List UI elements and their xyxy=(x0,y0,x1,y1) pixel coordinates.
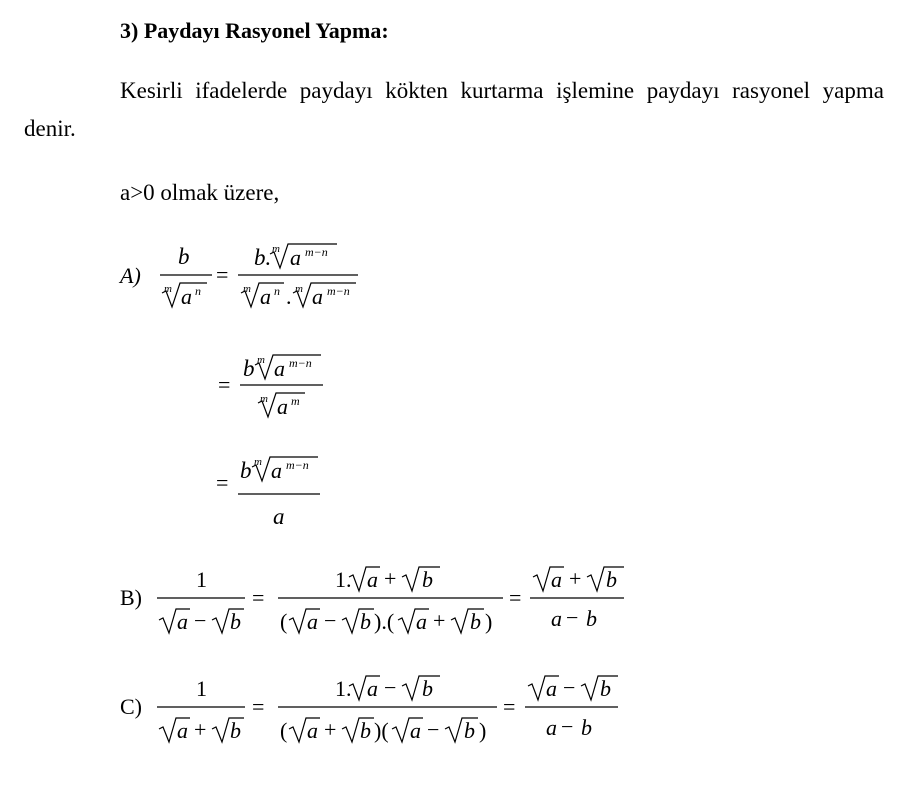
condition-text: a>0 olmak üzere, xyxy=(120,180,280,205)
svg-text:−: − xyxy=(566,605,579,630)
svg-text:b: b xyxy=(422,567,433,592)
svg-text:m: m xyxy=(257,354,265,366)
svg-text:−: − xyxy=(561,714,574,739)
svg-text:m−n: m−n xyxy=(286,458,309,472)
formula-a-line2 xyxy=(218,354,323,419)
svg-text:=: = xyxy=(218,372,231,397)
svg-text:−: − xyxy=(324,608,337,633)
svg-text:)(: )( xyxy=(374,718,389,743)
svg-text:a: a xyxy=(273,504,285,529)
svg-text:a: a xyxy=(546,715,557,740)
svg-text:+: + xyxy=(324,717,337,742)
svg-text:a: a xyxy=(271,458,282,483)
svg-text:a: a xyxy=(307,718,318,743)
svg-text:b: b xyxy=(422,676,433,701)
svg-text:b: b xyxy=(230,718,241,743)
svg-text:b: b xyxy=(586,606,597,631)
svg-text:+: + xyxy=(384,566,397,591)
svg-text:1: 1 xyxy=(196,676,207,701)
svg-text:b: b xyxy=(230,609,241,634)
svg-text:m: m xyxy=(295,283,303,295)
svg-text:1.: 1. xyxy=(335,676,352,701)
svg-text:b: b xyxy=(606,567,617,592)
svg-text:(: ( xyxy=(280,609,288,634)
svg-text:a: a xyxy=(177,718,188,743)
svg-text:a: a xyxy=(367,676,378,701)
svg-text:m: m xyxy=(291,394,300,408)
svg-text:a: a xyxy=(290,245,301,270)
svg-text:+: + xyxy=(194,717,207,742)
svg-text:−: − xyxy=(194,608,207,633)
svg-text:a: a xyxy=(416,609,427,634)
svg-text:).(: ).( xyxy=(374,609,395,634)
svg-text:m−n: m−n xyxy=(327,284,350,298)
label-c: C) xyxy=(120,694,142,719)
svg-text:a: a xyxy=(367,567,378,592)
svg-text:−: − xyxy=(384,675,397,700)
svg-text:b: b xyxy=(600,676,611,701)
svg-text:b: b xyxy=(360,718,371,743)
formula-a-line1 xyxy=(118,243,358,309)
svg-text:b: b xyxy=(178,244,190,269)
svg-text:b: b xyxy=(581,715,592,740)
svg-text:a: a xyxy=(312,284,323,309)
svg-text:): ) xyxy=(485,609,493,634)
svg-text:a: a xyxy=(177,609,188,634)
definition-paragraph: Kesirli ifadelerde paydayı kökten kurtarma işlemine paydayı rasyonel yapma denir. xyxy=(24,78,884,141)
svg-text:=: = xyxy=(252,585,265,610)
svg-text:a: a xyxy=(260,284,271,309)
section-heading: 3) Paydayı Rasyonel Yapma: xyxy=(120,18,389,43)
svg-text:a: a xyxy=(410,718,421,743)
svg-text:=: = xyxy=(216,262,229,287)
svg-text:n: n xyxy=(195,284,201,298)
svg-text:a: a xyxy=(274,356,285,381)
svg-text:b: b xyxy=(240,458,252,483)
formula-b xyxy=(120,566,624,634)
svg-text:a: a xyxy=(181,284,192,309)
svg-text:=: = xyxy=(503,694,516,719)
label-a: A) xyxy=(120,263,141,288)
svg-text:(: ( xyxy=(280,718,288,743)
svg-text:m: m xyxy=(272,243,280,255)
svg-text:a: a xyxy=(307,609,318,634)
svg-text:m: m xyxy=(260,393,268,405)
formula-a-line3 xyxy=(216,456,320,529)
svg-text:a: a xyxy=(546,676,557,701)
svg-text:=: = xyxy=(252,694,265,719)
svg-text:b: b xyxy=(243,356,255,381)
svg-text:+: + xyxy=(569,566,582,591)
svg-text:a: a xyxy=(277,394,288,419)
svg-text:1.: 1. xyxy=(335,567,352,592)
svg-text:+: + xyxy=(433,608,446,633)
svg-text:=: = xyxy=(216,470,229,495)
svg-text:=: = xyxy=(509,585,522,610)
svg-text:b: b xyxy=(360,609,371,634)
svg-text:m−n: m−n xyxy=(289,356,312,370)
svg-text:n: n xyxy=(274,284,280,298)
label-b: B) xyxy=(120,585,142,610)
svg-text:m−n: m−n xyxy=(305,245,328,259)
svg-text:b: b xyxy=(470,609,481,634)
svg-text:a: a xyxy=(551,606,562,631)
svg-text:−: − xyxy=(563,675,576,700)
svg-text:b.: b. xyxy=(254,245,272,270)
svg-text:.: . xyxy=(286,284,292,309)
svg-text:−: − xyxy=(427,717,440,742)
svg-text:b: b xyxy=(464,718,475,743)
svg-text:m: m xyxy=(254,456,262,468)
formula-c xyxy=(120,675,618,743)
svg-text:a: a xyxy=(551,567,562,592)
svg-text:m: m xyxy=(243,283,251,295)
svg-text:1: 1 xyxy=(196,567,207,592)
svg-text:): ) xyxy=(479,718,487,743)
svg-text:m: m xyxy=(164,283,172,295)
